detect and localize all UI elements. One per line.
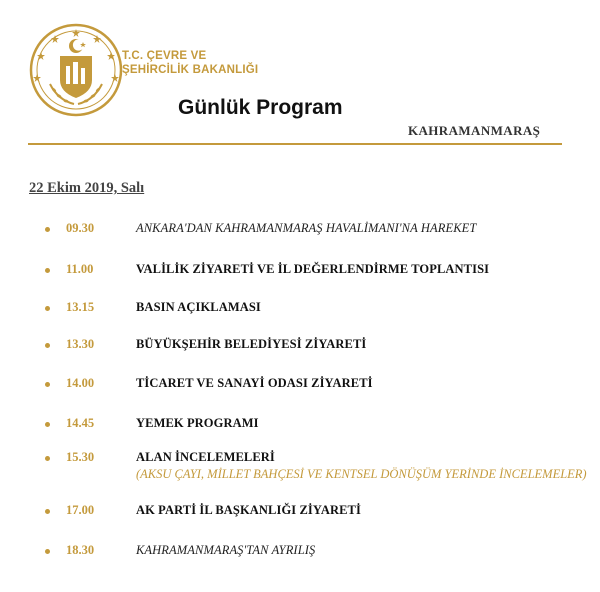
header-divider xyxy=(28,143,562,145)
ministry-logo-icon xyxy=(28,22,124,118)
schedule-text: ANKARA'DAN KAHRAMANMARAŞ HAVALİMANI'NA HAREKET xyxy=(136,221,477,235)
ministry-name xyxy=(122,49,258,77)
schedule-item xyxy=(0,220,600,240)
bullet-icon xyxy=(45,422,50,427)
schedule-text: YEMEK PROGRAMI xyxy=(136,416,259,430)
bullet-icon xyxy=(45,549,50,554)
bullet-icon xyxy=(45,382,50,387)
schedule-time: 11.00 xyxy=(66,262,94,276)
schedule-text: BÜYÜKŞEHİR BELEDİYESİ ZİYARETİ xyxy=(136,337,367,351)
schedule-item xyxy=(0,336,600,356)
schedule-time: 18.30 xyxy=(66,543,95,557)
schedule-item xyxy=(0,415,600,435)
schedule-text: KAHRAMANMARAŞ'TAN AYRILIŞ xyxy=(136,543,316,557)
city-label: KAHRAMANMARAŞ xyxy=(408,123,541,138)
schedule-time: 15.30 xyxy=(66,450,95,464)
bullet-icon xyxy=(45,268,50,273)
schedule-time: 13.15 xyxy=(66,300,95,314)
bullet-icon xyxy=(45,306,50,311)
schedule-item xyxy=(0,261,600,281)
bullet-icon xyxy=(45,343,50,348)
schedule-item xyxy=(0,542,600,562)
schedule-time: 13.30 xyxy=(66,337,95,351)
schedule-item xyxy=(0,299,600,319)
ministry-name-line1: T.C. ÇEVRE VE xyxy=(122,50,207,62)
bullet-icon xyxy=(45,509,50,514)
schedule-item xyxy=(0,449,600,487)
schedule-time: 14.45 xyxy=(66,416,95,430)
schedule-text: VALİLİK ZİYARETİ VE İL DEĞERLENDİRME TOPLANTISI xyxy=(136,262,490,276)
ministry-name-line2: ŞEHİRCİLİK BAKANLIĞI xyxy=(122,64,259,76)
schedule-item xyxy=(0,375,600,395)
schedule-time: 17.00 xyxy=(66,503,95,517)
bullet-icon xyxy=(45,227,50,232)
schedule-subtext: (AKSU ÇAYI, MİLLET BAHÇESİ VE KENTSEL DÖNÜŞÜM YERİNDE İNCELEMELER) xyxy=(136,467,587,481)
schedule-text: TİCARET VE SANAYİ ODASI ZİYARETİ xyxy=(136,376,373,390)
bullet-icon xyxy=(45,456,50,461)
program-date: 22 Ekim 2019, Salı xyxy=(29,180,145,196)
page-title: Günlük Program xyxy=(178,96,343,119)
schedule-time: 09.30 xyxy=(66,221,95,235)
schedule-text: BASIN AÇIKLAMASI xyxy=(136,300,261,314)
schedule-time: 14.00 xyxy=(66,376,95,390)
schedule-item xyxy=(0,502,600,522)
schedule-text: AK PARTİ İL BAŞKANLIĞI ZİYARETİ xyxy=(136,503,361,517)
schedule-text: ALAN İNCELEMELERİ xyxy=(136,450,275,464)
